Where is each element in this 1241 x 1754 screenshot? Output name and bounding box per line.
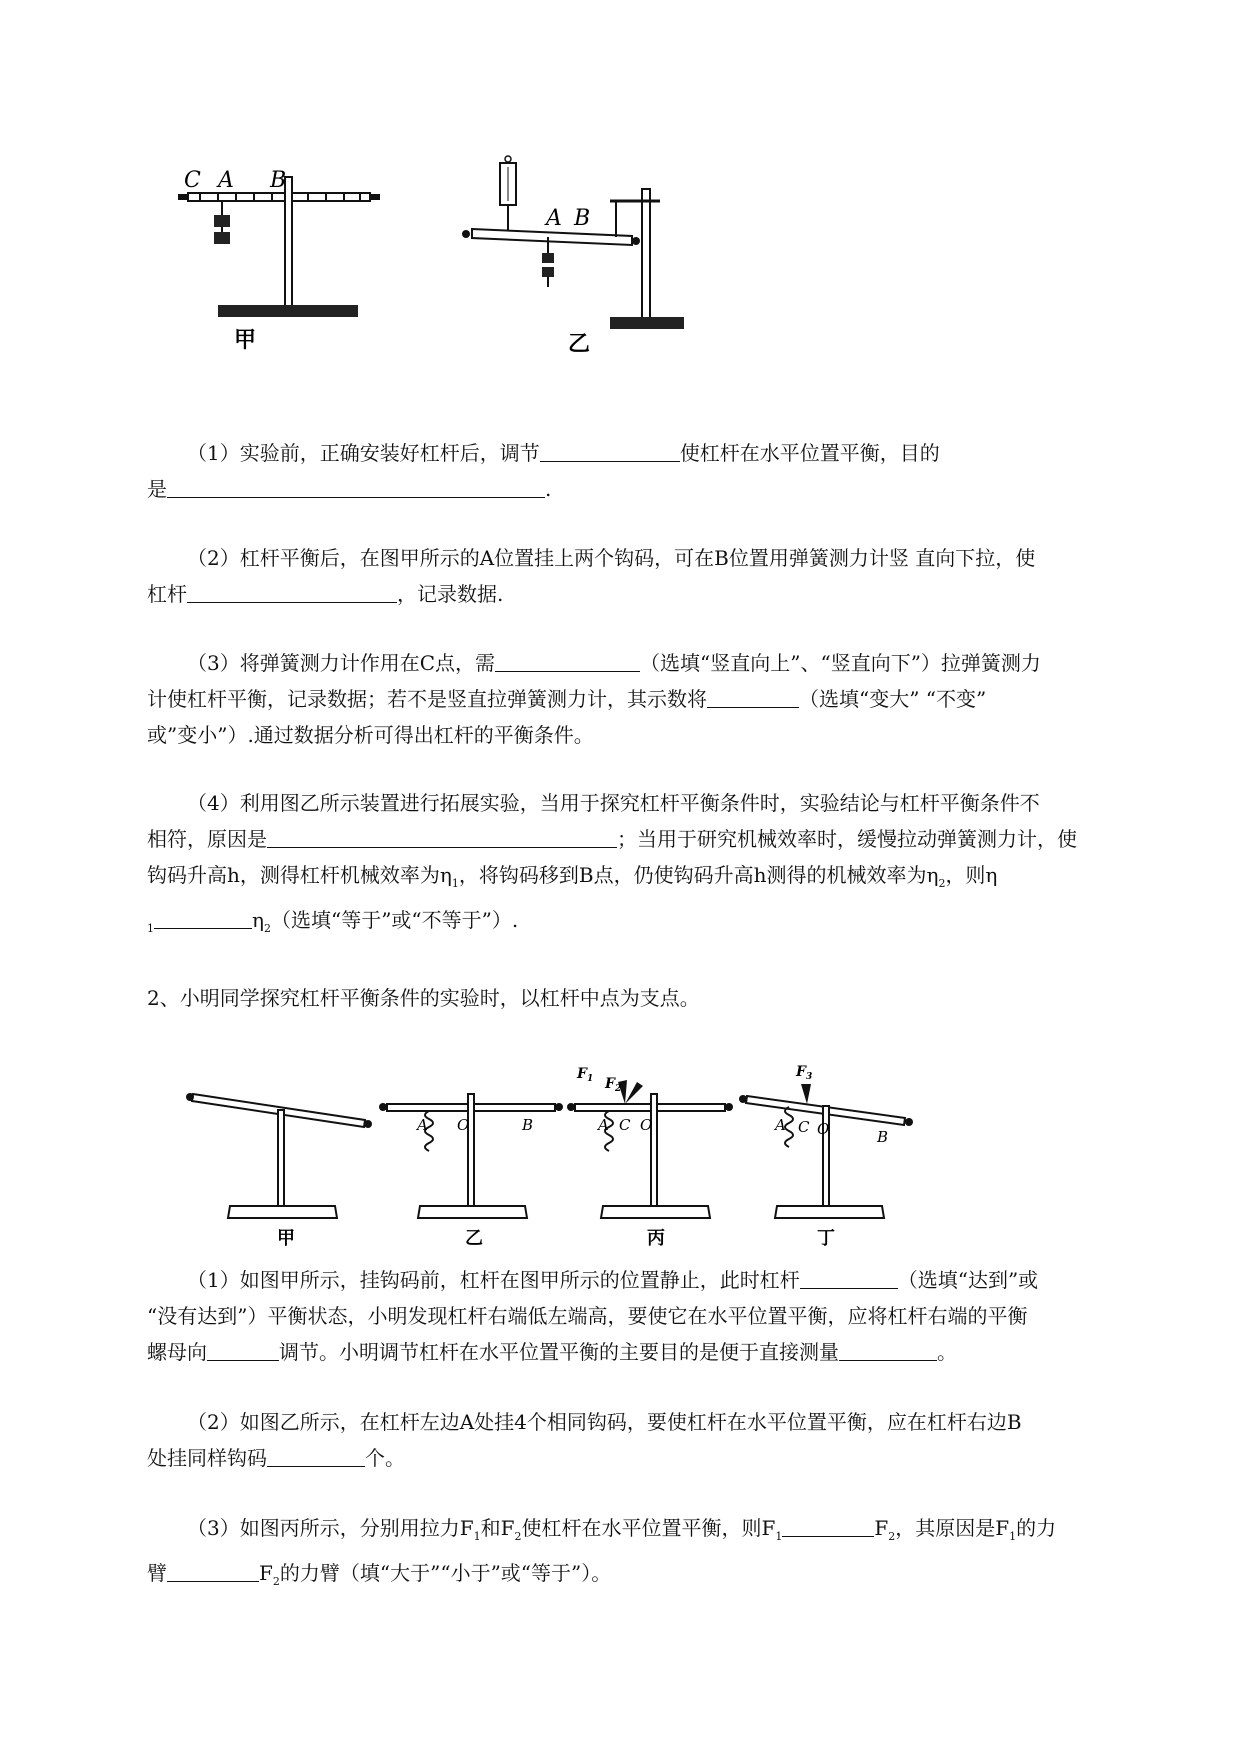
caption-yi: 乙 bbox=[465, 1228, 483, 1249]
q1-part4: （4）利用图乙所示装置进行拓展实验，当用于探究杠杆平衡条件时，实验结论与杠杆平衡条件不 相符，原因是 ；当用于研究机械效率时，缓慢拉动弹簧测力计，使 钩码升高h，测得杠杆机械效率为$\eta_1$，将钩码移到B点，仍使钩码升高h测得的机械效率为$\eta_2$，则η $_1$ $\eta_2$（选填“等于”或“不等于”）. bbox=[147, 791, 1077, 935]
label-b: B bbox=[270, 168, 287, 193]
lever-setup-yi bbox=[379, 1094, 563, 1249]
caption-jia: 甲 bbox=[234, 328, 257, 353]
lever-figure-1 bbox=[170, 155, 780, 400]
q2-intro: 2、小明同学探究杠杆平衡条件的实验时，以杠杆中点为支点。 bbox=[147, 986, 700, 1010]
lever-setup-ding bbox=[739, 1064, 913, 1249]
label-o: O bbox=[640, 1116, 653, 1134]
answer-blank[interactable] bbox=[800, 1264, 898, 1289]
label-a: A bbox=[546, 206, 562, 231]
answer-blank[interactable] bbox=[782, 1512, 874, 1537]
label-c: C bbox=[619, 1116, 631, 1134]
label-c: C bbox=[798, 1118, 810, 1136]
q1-part1: （1）实验前，正确安装好杠杆后，调节 使杠杆在水平位置平衡，目的 是 . bbox=[147, 435, 1163, 507]
label-b: B bbox=[877, 1128, 889, 1146]
label-b: B bbox=[522, 1116, 534, 1134]
answer-blank[interactable] bbox=[540, 437, 680, 462]
caption-yi: 乙 bbox=[568, 332, 591, 357]
answer-blank[interactable] bbox=[267, 1442, 365, 1467]
lever-figure-2 bbox=[185, 1060, 995, 1250]
label-a: A bbox=[598, 1116, 609, 1134]
answer-blank[interactable] bbox=[267, 823, 617, 848]
answer-blank[interactable] bbox=[154, 904, 252, 929]
answer-blank[interactable] bbox=[707, 683, 799, 708]
label-o: O bbox=[817, 1120, 830, 1138]
lever-setup-jia bbox=[186, 1093, 372, 1249]
label-c: C bbox=[184, 168, 201, 193]
lever-setup-jia bbox=[178, 168, 380, 353]
answer-blank[interactable] bbox=[839, 1336, 937, 1361]
answer-blank[interactable] bbox=[187, 578, 397, 603]
q2-part1: （1）如图甲所示，挂钩码前，杠杆在图甲所示的位置静止，此时杠杆 （选填“达到”或 “没有达到”）平衡状态，小明发现杠杆右端低左端高，要使它在水平位置平衡，应将杠杆右端的平衡 螺母向 调节。小明调节杠杆在水平位置平衡的主要目的是便于直接测量 。 bbox=[147, 1262, 1163, 1370]
label-b: B bbox=[574, 206, 591, 231]
label-f2: $F_2$ bbox=[605, 1076, 622, 1094]
label-o: O bbox=[457, 1116, 470, 1134]
caption-ding: 丁 bbox=[817, 1228, 835, 1249]
q1-part2: （2）杠杆平衡后，在图甲所示的A位置挂上两个钩码，可在B位置用弹簧测力计竖 直向下拉，使 杠杆 ，记录数据. bbox=[147, 546, 1036, 606]
label-a: A bbox=[775, 1116, 786, 1134]
label-f1: $F_1$ bbox=[577, 1066, 594, 1084]
caption-bing: 丙 bbox=[647, 1228, 665, 1249]
label-f3: $F_3$ bbox=[796, 1064, 813, 1082]
answer-blank[interactable] bbox=[167, 1557, 259, 1582]
answer-blank[interactable] bbox=[207, 1336, 279, 1361]
label-a: A bbox=[218, 168, 234, 193]
caption-jia: 甲 bbox=[277, 1228, 295, 1249]
q2-part2: （2）如图乙所示，在杠杆左边A处挂4个相同钩码，要使杠杆在水平位置平衡，应在杠杆右边B 处挂同样钩码 个。 bbox=[147, 1410, 1022, 1470]
lever-setup-yi bbox=[462, 156, 684, 357]
label-a: A bbox=[417, 1116, 428, 1134]
lever-setup-bing bbox=[567, 1066, 733, 1249]
q2-part3: （3）如图丙所示，分别用拉力$F_1$和$F_2$使杠杆在水平位置平衡，则$F_1$ $F_2$，其原因是$F_1$的力 臂 $F_2$的力臂（填“大于”“小于”或“等于”）。 bbox=[147, 1510, 1163, 1600]
q1-part3: （3）将弹簧测力计作用在C点，需 （选填“竖直向上”、“竖直向下”）拉弹簧测力 计使杠杆平衡，记录数据；若不是竖直拉弹簧测力计，其示数将 （选填“变大” “不变” 或”变小”）.通过数据分析可得出杠杆的平衡条件。 bbox=[147, 645, 1163, 753]
answer-blank[interactable] bbox=[167, 473, 545, 498]
answer-blank[interactable] bbox=[495, 647, 640, 672]
